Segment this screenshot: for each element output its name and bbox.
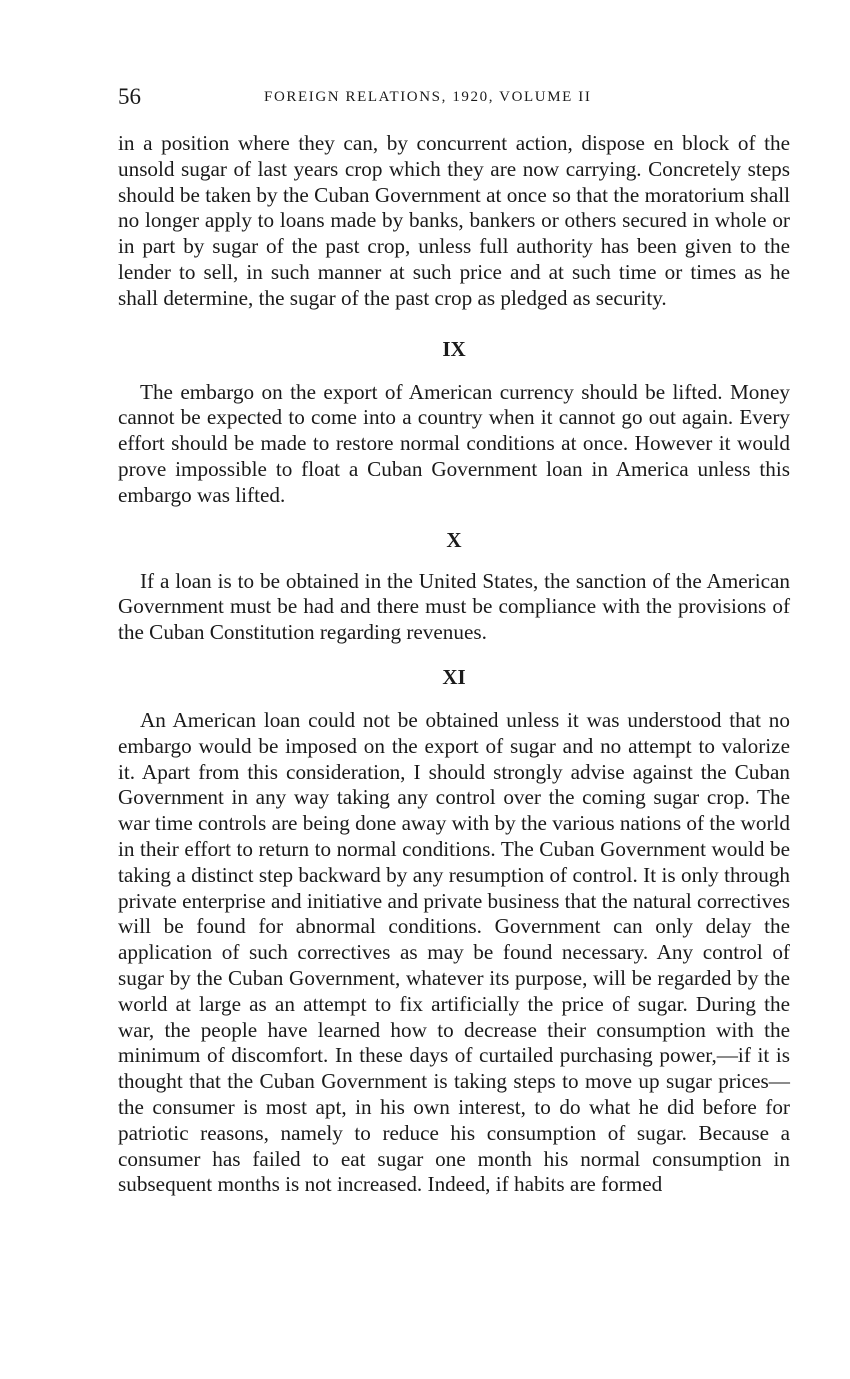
body-text	[118, 131, 790, 1198]
paragraph-xi: An American loan could not be obtained unless it was understood that no embargo would be imposed on the export of sugar and no attempt to valorize it. Apart from this consideration, I should strongly advise against the Cuban Government in any way taking any control over the coming sugar crop. The war time controls are being done away with by the various nations of the world in their effort to return to normal conditions. The Cuban Government would be taking a distinct step backward by any resumption of control. It is only through private enterprise and initiative and private business that the natural correctives will be found for abnormal conditions. Government can only delay the application of such correctives as may be found necessary. Any control of sugar by the Cuban Government, whatever its purpose, will be regarded by the world at large as an attempt to fix artificially the price of sugar. During the war, the people have learned how to decrease their consumption with the minimum of discomfort. In these days of curtailed purchasing power,—if it is thought that the Cuban Government is taking steps to move up sugar prices—the consumer is most apt, in his own interest, to do what he did before for patriotic reasons, namely to reduce his consumption of sugar. Because a consumer has failed to eat sugar one month his normal consumption in subsequent months is not increased. Indeed, if habits are formed	[118, 707, 790, 1197]
document-page	[118, 84, 790, 1198]
section-heading-xi: XI	[442, 664, 466, 689]
paragraph-ix: The embargo on the export of American currency should be lifted. Money cannot be expected to come into a country when it cannot go out again. Every effort should be made to restore normal conditions at once. However it would prove impossible to float a Cuban Government loan in America unless this embargo was lifted.	[118, 379, 790, 507]
section-heading-ix: IX	[442, 336, 466, 361]
paragraph-continued: in a position where they can, by concurrent action, dispose en block of the unsold sugar of last years crop which they are now carrying. Concretely steps should be taken by the Cuban Government at once so that the moratorium shall no longer apply to loans made by banks, bankers or others secured in whole or in part by sugar of the past crop, unless full authority has been given to the lender to sell, in such manner at such price and at such time or times as he shall determine, the sugar of the past crop as pledged as security.	[118, 131, 790, 310]
paragraph-x: If a loan is to be obtained in the United States, the sanction of the American Government must be had and there must be compliance with the provisions of the Cuban Constitution regarding revenues.	[118, 568, 790, 645]
section-heading-x: X	[446, 527, 462, 552]
page-number: 56	[118, 84, 141, 109]
running-header	[118, 84, 790, 114]
running-title: FOREIGN RELATIONS, 1920, VOLUME II	[264, 89, 592, 105]
